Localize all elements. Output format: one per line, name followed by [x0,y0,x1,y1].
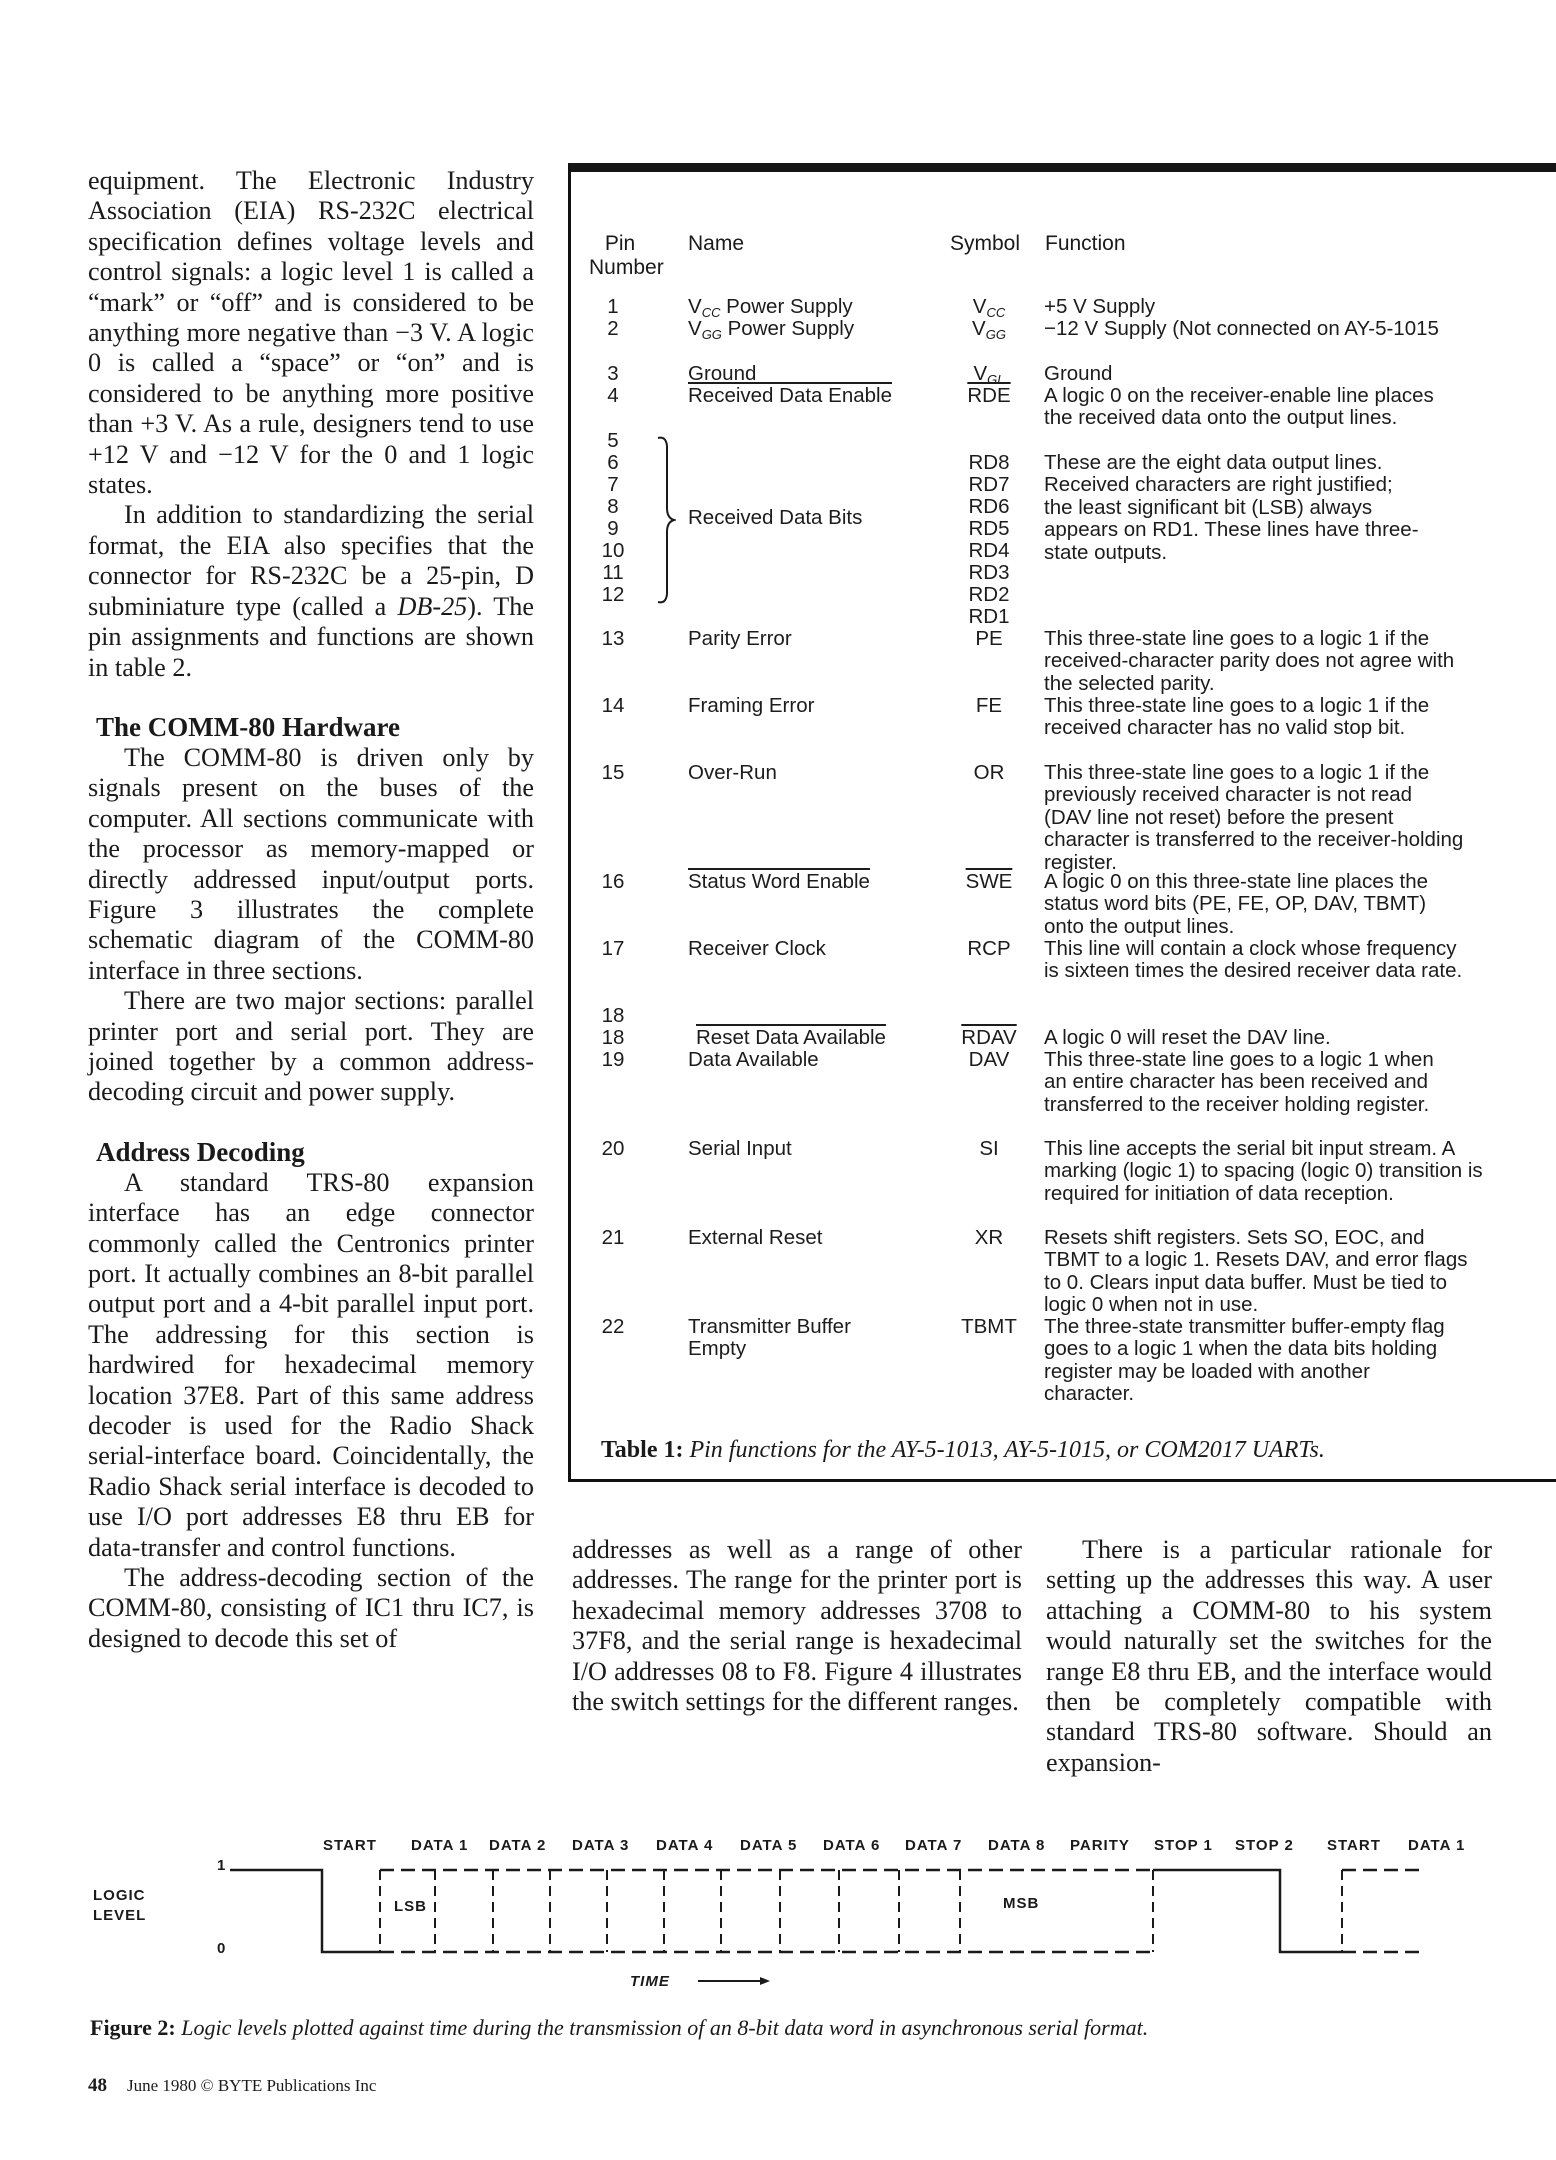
pin-name: Parity Error [688,627,792,650]
pin-name: $V_{CC}$ Power Supply [688,295,853,320]
body-paragraph: equipment. The Electronic Industry Association (EIA) RS-232C electrical specification defines voltage levels and control signals: a logic level 1 is called a “mark” or “off” and is considered to be anything more negative than −3 V. A logic 0 is called a “space” or “on” and is considered to be anything more positive than +3 V. As a rule, designers tend to use +12 V and −12 V for the 0 and 1 logic states. [88,166,534,500]
pin-symbol: $V_{GL}$ [973,362,1005,387]
bit-label: START [1327,1837,1381,1854]
header-name: Name [688,232,745,255]
pin-number: 16 [601,870,625,893]
pin-name: Framing Error [688,694,815,717]
section-heading: The COMM-80 Hardware [96,711,400,742]
pin-name: Reset Data Available [696,1026,886,1049]
brace-icon [656,434,676,606]
pin-name: Serial Input [688,1137,792,1160]
bit-label: PARITY [1070,1837,1130,1854]
pin-symbol: RDAV [961,1026,1017,1049]
level-high-label: 1 [217,1857,227,1874]
time-label: TIME [630,1973,670,1990]
pin-name: $V_{GG}$ Power Supply [688,317,855,342]
bit-label: DATA 8 [988,1837,1046,1854]
figure-caption: Figure 2: Logic levels plotted against time during the transmission of an 8-bit data word in asynchronous serial format. [90,2015,1149,2040]
pin-symbol: DAV [968,1048,1010,1071]
pin-number: 17 [601,937,625,960]
arrow-right-icon [760,1977,770,1985]
pin-number: 4 [607,384,619,407]
footer-text: June 1980 © BYTE Publications Inc [127,2076,377,2095]
middle-column [572,1535,1022,1717]
pin-symbol: RD4 [968,539,1010,562]
pin-function: A logic 0 on this three-state line places the status word bits (PE, FE, OP, DAV, TBMT) onto the output lines. [1044,870,1429,938]
pin-symbol: OR [973,761,1005,784]
pin-symbol: $\overline{RDE}$ [967,384,1011,407]
pin-name: Over-Run [688,761,777,784]
pin-number: 10 [601,539,625,562]
pin-symbol: RD5 [968,517,1010,540]
pin-symbol: FE [975,694,1003,717]
pin-name: Receiver Clock [688,937,826,960]
page-footer [88,2075,376,2097]
pin-number: 12 [601,583,625,606]
pin-function: +5 V Supply [1044,295,1156,318]
pin-number: 21 [601,1226,625,1249]
bit-label: START [323,1837,377,1854]
pin-name: Received Data Enable [688,384,892,407]
pin-number: 7 [607,473,619,496]
pin-function: A logic 0 will reset the DAV line. [1044,1026,1331,1049]
pin-function: This three-state line goes to a logic 1 if the received character has no valid stop bit. [1044,694,1430,740]
header-pin: Pin Number [589,232,664,279]
pin-number: 20 [601,1137,625,1160]
pin-function: This three-state line goes to a logic 1 if the previously received character is not read (DAV line not reset) before the present character is transferred to the receiver-holding register. [1044,761,1464,874]
bit-label: DATA 6 [823,1837,881,1854]
msb-label: MSB [1003,1895,1040,1912]
bit-label: DATA 1 [411,1837,469,1854]
body-paragraph: There is a particular rationale for setting up the addresses this way. A user attaching a COMM-80 to his system would naturally set the switches for the range E8 thru EB, and the interface would then be completely compatible with standard TRS-80 software. Should an expansion- [1046,1535,1492,1777]
pin-number: 1 [607,295,619,318]
pin-function: These are the eight data output lines. Received characters are right justified; the least significant bit (LSB) always appears on RD1. These lines have three-state outputs. [1044,451,1419,564]
pin-name: Status Word Enable [688,870,870,893]
pin-symbol: TBMT [961,1315,1017,1338]
pin-group-name: Received Data Bits [688,506,863,529]
pin-number: 22 [601,1315,625,1338]
pin-symbol: XR [974,1226,1004,1249]
body-paragraph: A standard TRS-80 expansion interface has an edge connector commonly called the Centronics printer port. It actually combines an 8-bit parallel output port and a 4-bit parallel input port. The addressing for this section is hardwired for hexadecimal memory location 37E8. Part of this same address decoder is used for the Radio Shack serial-interface board. Coincidentally, the Radio Shack serial interface is decoded to use I/O port addresses E8 thru EB for data-transfer and control functions. [88,1167,534,1562]
bit-label: STOP 2 [1235,1837,1294,1854]
pin-name: Transmitter Buffer Empty [688,1315,851,1361]
pin-function: This line accepts the serial bit input stream. A marking (logic 1) to spacing (logic 0) transition is required for initiation of data reception. [1044,1137,1483,1205]
section-heading: Address Decoding [96,1136,305,1167]
pin-function: Ground [1044,362,1113,385]
pin-function: This three-state line goes to a logic 1 when an entire character has been received and transferred to the receiver holding register. [1044,1048,1434,1116]
pin-symbol: $V_{CC}$ [972,295,1006,320]
bit-label: DATA 4 [656,1837,714,1854]
pin-symbol: $\overline{SWE}$ [965,870,1013,893]
bit-label: DATA 5 [740,1837,798,1854]
timing-diagram-figure [80,1820,1480,1990]
pin-number: 18 [601,1004,625,1027]
pin-symbol: RD2 [968,583,1010,606]
pin-function: A logic 0 on the receiver-enable line places the received data onto the output lines. [1044,384,1434,430]
pin-number: 13 [601,627,625,650]
pin-symbol: RD7 [968,473,1010,496]
pin-function: −12 V Supply (Not connected on AY-5-1015 [1044,317,1439,340]
pin-name: Ground [688,362,757,385]
pin-function: The three-state transmitter buffer-empty flag goes to a logic 1 when the data bits holding register may be loaded with another character. [1044,1315,1445,1406]
table-caption: Table 1: Pin functions for the AY-5-1013, AY-5-1015, or COM2017 UARTs. [601,1437,1325,1463]
pin-symbol: RCP [967,937,1011,960]
y-axis-label: LOGIC [93,1887,146,1904]
bit-label: DATA 2 [489,1837,547,1854]
pin-number: 2 [607,317,619,340]
pin-number: 8 [607,495,619,518]
level-low-label: 0 [217,1940,227,1957]
pin-number: 15 [601,761,625,784]
y-axis-label: LEVEL [93,1907,147,1924]
bit-label: DATA 7 [905,1837,963,1854]
pin-number: 5 [607,429,619,452]
pin-number: 11 [602,561,624,584]
pin-function-table [568,163,1556,1482]
header-symbol: Symbol [950,232,1021,255]
right-column [1046,1535,1492,1778]
left-column [88,166,534,1654]
page-number: 48 [88,2075,107,2096]
pin-function: This line will contain a clock whose frequency is sixteen times the desired receiver data rate. [1044,937,1463,983]
timing-diagram [80,1820,1480,1990]
pin-function: Resets shift registers. Sets SO, EOC, and TBMT to a logic 1. Resets DAV, and error flags to 0. Clears input data buffer. Must be tied to logic 0 when not in use. [1044,1226,1468,1317]
pin-number: 3 [607,362,619,385]
pin-name: Data Available [688,1048,819,1071]
pin-function: This three-state line goes to a logic 1 if the received-character parity does not agree with the selected parity. [1044,627,1455,695]
pin-name: External Reset [688,1226,823,1249]
body-paragraph: addresses as well as a range of other addresses. The range for the printer port is hexadecimal memory addresses 3708 to 37F8, and the serial range is hexadecimal I/O addresses 08 to F8. Figure 4 illustrates the switch settings for the different ranges. [572,1535,1022,1717]
pin-symbol: SI [979,1137,999,1160]
pin-number: 6 [607,451,619,474]
pin-symbol: $V_{GG}$ [972,317,1006,342]
pin-number: 14 [601,694,625,717]
body-paragraph: In addition to standardizing the serial format, the EIA also specifies that the connector for RS-232C be a 25-pin, D subminiature type (called a DB-25). The pin assignments and functions are shown in table 2. [88,500,534,682]
pin-number: 19 [601,1048,625,1071]
pin-symbol: RD1 [968,605,1010,628]
body-paragraph: There are two major sections: parallel printer port and serial port. They are joined together by a common address-decoding circuit and power supply. [88,986,534,1107]
body-paragraph: The address-decoding section of the COMM-80, consisting of IC1 thru IC7, is designed to decode this set of [88,1563,534,1653]
pin-symbol: RD3 [968,561,1010,584]
pin-number: 18 [601,1026,625,1049]
header-function: Function [1045,232,1126,255]
pin-number: 9 [607,517,619,540]
lsb-label: LSB [394,1898,427,1915]
pin-symbol: RD6 [968,495,1010,518]
pin-symbol: PE [975,627,1003,650]
pin-symbol: RD8 [968,451,1010,474]
body-paragraph: The COMM-80 is driven only by signals present on the buses of the computer. All sections communicate with the processor as memory-mapped or directly addressed input/output ports. Figure 3 illustrates the complete schematic diagram of the COMM-80 interface in three sections. [88,742,534,985]
bit-label: DATA 1 [1408,1837,1466,1854]
bit-label: STOP 1 [1154,1837,1213,1854]
bit-label: DATA 3 [572,1837,630,1854]
